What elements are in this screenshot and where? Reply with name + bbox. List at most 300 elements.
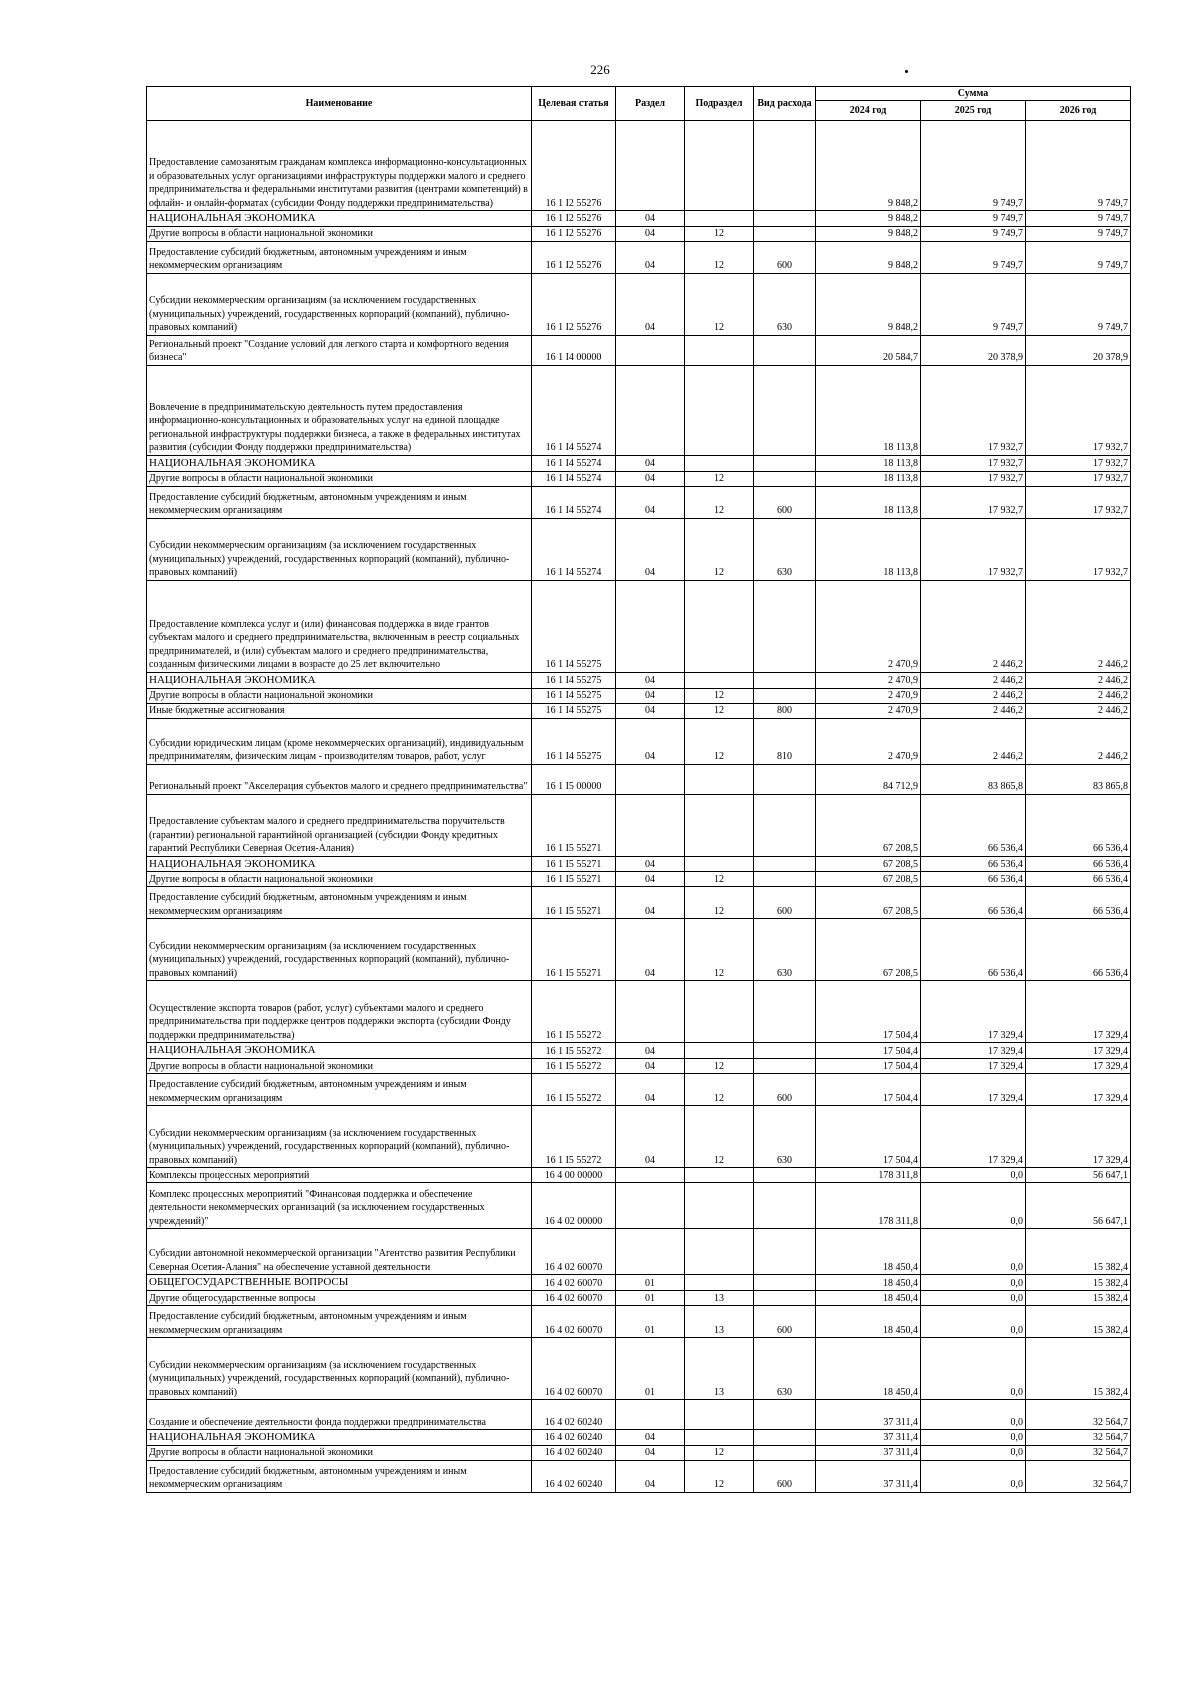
cell-2024: 18 113,8 (816, 455, 921, 471)
cell-expense-type (754, 688, 816, 703)
cell-target: 16 1 I4 55275 (532, 718, 616, 764)
cell-subsection (685, 764, 754, 794)
scan-dot (905, 70, 908, 73)
cell-subsection (685, 1275, 754, 1291)
cell-expense-type: 630 (754, 273, 816, 335)
cell-expense-type (754, 1229, 816, 1275)
cell-2025: 17 932,7 (921, 518, 1026, 580)
cell-section (616, 1183, 685, 1229)
cell-target: 16 1 I5 55272 (532, 1059, 616, 1074)
cell-2025: 0,0 (921, 1338, 1026, 1400)
cell-2026: 15 382,4 (1026, 1229, 1131, 1275)
header-section: Раздел (616, 87, 685, 121)
cell-subsection: 12 (685, 887, 754, 919)
cell-2026: 66 536,4 (1026, 794, 1131, 856)
cell-name: ОБЩЕГОСУДАРСТВЕННЫЕ ВОПРОСЫ (147, 1275, 532, 1291)
cell-subsection (685, 981, 754, 1043)
cell-2025: 0,0 (921, 1445, 1026, 1460)
cell-expense-type: 630 (754, 1106, 816, 1168)
cell-name: Предоставление самозанятым гражданам комплекса информационно-консультационных и образовательных услуг организациями инфраструктуры поддержки малого и среднего предпринимательства и федеральными институтами развития (центрами компетенций) в офлайн- и онлайн-форматах (субсидии Фонду поддержки предпринимательства) (147, 121, 532, 211)
cell-2026: 66 536,4 (1026, 919, 1131, 981)
cell-2026: 17 932,7 (1026, 518, 1131, 580)
cell-section: 04 (616, 486, 685, 518)
cell-2025: 66 536,4 (921, 919, 1026, 981)
page-number: 226 (590, 62, 610, 77)
cell-section: 04 (616, 241, 685, 273)
cell-target: 16 1 I5 00000 (532, 764, 616, 794)
cell-expense-type: 630 (754, 919, 816, 981)
cell-section: 01 (616, 1338, 685, 1400)
table-row (147, 455, 1131, 471)
cell-section: 04 (616, 919, 685, 981)
cell-2024: 178 311,8 (816, 1183, 921, 1229)
cell-name: НАЦИОНАЛЬНАЯ ЭКОНОМИКА (147, 672, 532, 688)
cell-expense-type (754, 335, 816, 365)
cell-subsection: 12 (685, 273, 754, 335)
cell-target: 16 1 I5 55271 (532, 919, 616, 981)
cell-section: 04 (616, 1430, 685, 1446)
cell-2025: 9 749,7 (921, 273, 1026, 335)
table-row (147, 121, 1131, 211)
cell-2026: 66 536,4 (1026, 872, 1131, 887)
cell-2024: 18 450,4 (816, 1338, 921, 1400)
cell-2025: 9 749,7 (921, 121, 1026, 211)
cell-name: Предоставление субсидий бюджетным, автономным учреждениям и иным некоммерческим организациям (147, 887, 532, 919)
cell-target: 16 4 02 60240 (532, 1460, 616, 1492)
cell-expense-type (754, 856, 816, 872)
cell-target: 16 1 I4 00000 (532, 335, 616, 365)
cell-2025: 9 749,7 (921, 241, 1026, 273)
cell-2026: 17 329,4 (1026, 1106, 1131, 1168)
cell-name: Предоставление субсидий бюджетным, автономным учреждениям и иным некоммерческим организациям (147, 1074, 532, 1106)
cell-expense-type (754, 764, 816, 794)
cell-2026: 17 932,7 (1026, 471, 1131, 486)
cell-expense-type (754, 872, 816, 887)
table-header (147, 87, 1131, 121)
cell-name: Другие вопросы в области национальной экономики (147, 1059, 532, 1074)
cell-subsection (685, 211, 754, 227)
cell-expense-type: 630 (754, 1338, 816, 1400)
cell-2024: 178 311,8 (816, 1168, 921, 1183)
table-row (147, 794, 1131, 856)
cell-subsection: 12 (685, 1059, 754, 1074)
cell-section (616, 365, 685, 455)
table-row (147, 1430, 1131, 1446)
cell-subsection (685, 365, 754, 455)
cell-subsection: 12 (685, 718, 754, 764)
cell-2025: 0,0 (921, 1229, 1026, 1275)
cell-target: 16 1 I5 55272 (532, 981, 616, 1043)
cell-expense-type: 800 (754, 703, 816, 718)
cell-2026: 15 382,4 (1026, 1306, 1131, 1338)
cell-2024: 9 848,2 (816, 226, 921, 241)
cell-name: НАЦИОНАЛЬНАЯ ЭКОНОМИКА (147, 455, 532, 471)
table-row (147, 1059, 1131, 1074)
cell-name: Субсидии некоммерческим организациям (за исключением государственных (муниципальных) учреждений, государственных корпораций (компаний), публично-правовых компаний) (147, 518, 532, 580)
cell-2025: 2 446,2 (921, 703, 1026, 718)
cell-subsection: 12 (685, 1106, 754, 1168)
header-2024: 2024 год (816, 101, 921, 121)
cell-2024: 17 504,4 (816, 1074, 921, 1106)
cell-target: 16 1 I4 55274 (532, 365, 616, 455)
cell-section: 04 (616, 1074, 685, 1106)
cell-2026: 17 932,7 (1026, 486, 1131, 518)
table-row (147, 1229, 1131, 1275)
cell-2025: 0,0 (921, 1400, 1026, 1430)
cell-subsection: 13 (685, 1338, 754, 1400)
cell-name: Другие вопросы в области национальной экономики (147, 872, 532, 887)
cell-2024: 67 208,5 (816, 856, 921, 872)
cell-2026: 66 536,4 (1026, 887, 1131, 919)
cell-subsection: 13 (685, 1306, 754, 1338)
cell-target: 16 1 I2 55276 (532, 226, 616, 241)
cell-section: 04 (616, 1445, 685, 1460)
cell-target: 16 4 02 60240 (532, 1430, 616, 1446)
cell-2024: 9 848,2 (816, 273, 921, 335)
cell-2026: 32 564,7 (1026, 1460, 1131, 1492)
table-row (147, 1338, 1131, 1400)
cell-section (616, 981, 685, 1043)
cell-subsection: 12 (685, 241, 754, 273)
cell-subsection (685, 335, 754, 365)
table-body (147, 121, 1131, 1493)
cell-name: Региональный проект "Акселерация субъектов малого и среднего предпринимательства" (147, 764, 532, 794)
cell-target: 16 1 I5 55272 (532, 1106, 616, 1168)
cell-target: 16 1 I5 55272 (532, 1043, 616, 1059)
table-row (147, 1106, 1131, 1168)
cell-2024: 17 504,4 (816, 981, 921, 1043)
cell-target: 16 1 I2 55276 (532, 211, 616, 227)
cell-2024: 37 311,4 (816, 1400, 921, 1430)
cell-2026: 83 865,8 (1026, 764, 1131, 794)
table-row (147, 1400, 1131, 1430)
cell-section: 04 (616, 1106, 685, 1168)
table-row (147, 365, 1131, 455)
cell-2025: 17 329,4 (921, 1106, 1026, 1168)
cell-2024: 84 712,9 (816, 764, 921, 794)
cell-expense-type: 810 (754, 718, 816, 764)
cell-subsection (685, 1183, 754, 1229)
cell-2025: 17 932,7 (921, 365, 1026, 455)
cell-target: 16 1 I4 55275 (532, 688, 616, 703)
cell-target: 16 1 I4 55275 (532, 580, 616, 672)
cell-2024: 2 470,9 (816, 688, 921, 703)
cell-2026: 9 749,7 (1026, 273, 1131, 335)
cell-name: Субсидии некоммерческим организациям (за исключением государственных (муниципальных) учреждений, государственных корпораций (компаний), публично-правовых компаний) (147, 1106, 532, 1168)
cell-2026: 17 932,7 (1026, 365, 1131, 455)
cell-target: 16 1 I5 55272 (532, 1074, 616, 1106)
table-row (147, 703, 1131, 718)
cell-name: Субсидии некоммерческим организациям (за исключением государственных (муниципальных) учреждений, государственных корпораций (компаний), публично-правовых компаний) (147, 919, 532, 981)
cell-2025: 20 378,9 (921, 335, 1026, 365)
table-row (147, 872, 1131, 887)
cell-2025: 2 446,2 (921, 688, 1026, 703)
cell-2024: 20 584,7 (816, 335, 921, 365)
cell-section: 04 (616, 211, 685, 227)
cell-2025: 17 932,7 (921, 471, 1026, 486)
table-row (147, 718, 1131, 764)
cell-target: 16 4 00 00000 (532, 1168, 616, 1183)
header-target: Целевая статья (532, 87, 616, 121)
cell-subsection: 12 (685, 688, 754, 703)
cell-target: 16 4 02 60070 (532, 1275, 616, 1291)
cell-2025: 9 749,7 (921, 211, 1026, 227)
cell-2025: 17 329,4 (921, 1043, 1026, 1059)
cell-expense-type: 600 (754, 1074, 816, 1106)
cell-subsection: 12 (685, 518, 754, 580)
cell-target: 16 4 02 00000 (532, 1183, 616, 1229)
cell-name: Комплексы процессных мероприятий (147, 1168, 532, 1183)
cell-name: Субсидии некоммерческим организациям (за исключением государственных (муниципальных) учреждений, государственных корпораций (компаний), публично-правовых компаний) (147, 273, 532, 335)
cell-2024: 9 848,2 (816, 211, 921, 227)
cell-subsection (685, 672, 754, 688)
cell-subsection (685, 455, 754, 471)
cell-target: 16 1 I2 55276 (532, 241, 616, 273)
cell-2026: 2 446,2 (1026, 718, 1131, 764)
cell-2026: 15 382,4 (1026, 1275, 1131, 1291)
cell-section: 04 (616, 273, 685, 335)
cell-name: Другие вопросы в области национальной экономики (147, 471, 532, 486)
cell-target: 16 4 02 60070 (532, 1338, 616, 1400)
cell-name: Субсидии некоммерческим организациям (за исключением государственных (муниципальных) учреждений, государственных корпораций (компаний), публично-правовых компаний) (147, 1338, 532, 1400)
cell-name: Предоставление комплекса услуг и (или) финансовая поддержка в виде грантов субъектам малого и среднего предпринимательства, включенным в реестр социальных предпринимателей, и (или) субъектам малого и среднего предпринимательства, созданным физическими лицами в возрасте до 25 лет включительно (147, 580, 532, 672)
cell-section (616, 764, 685, 794)
cell-name: НАЦИОНАЛЬНАЯ ЭКОНОМИКА (147, 1430, 532, 1446)
cell-section: 04 (616, 688, 685, 703)
cell-expense-type (754, 1430, 816, 1446)
cell-name: Другие общегосударственные вопросы (147, 1291, 532, 1306)
cell-target: 16 1 I4 55274 (532, 486, 616, 518)
cell-name: Субсидии юридическим лицам (кроме некоммерческих организаций), индивидуальным предпринимателям, физическим лицам - производителям товаров, работ, услуг (147, 718, 532, 764)
cell-2026: 32 564,7 (1026, 1400, 1131, 1430)
cell-name: Иные бюджетные ассигнования (147, 703, 532, 718)
table-row (147, 273, 1131, 335)
cell-subsection (685, 1229, 754, 1275)
cell-expense-type (754, 981, 816, 1043)
budget-table (146, 86, 1131, 1493)
cell-target: 16 1 I5 55271 (532, 794, 616, 856)
cell-subsection: 12 (685, 872, 754, 887)
cell-section (616, 1168, 685, 1183)
cell-name: Предоставление субъектам малого и среднего предпринимательства поручительств (гарантии) региональной гарантийной организацией (субсидии Фонду кредитных гарантий Республики Северная Осетия-Алания) (147, 794, 532, 856)
cell-name: НАЦИОНАЛЬНАЯ ЭКОНОМИКА (147, 211, 532, 227)
cell-section: 04 (616, 1043, 685, 1059)
cell-2026: 2 446,2 (1026, 688, 1131, 703)
cell-2026: 32 564,7 (1026, 1445, 1131, 1460)
table-row (147, 486, 1131, 518)
cell-2025: 17 329,4 (921, 1074, 1026, 1106)
table-row (147, 688, 1131, 703)
cell-2025: 66 536,4 (921, 794, 1026, 856)
cell-expense-type (754, 365, 816, 455)
cell-expense-type (754, 1275, 816, 1291)
cell-name: Региональный проект "Создание условий для легкого старта и комфортного ведения бизнеса" (147, 335, 532, 365)
cell-section: 04 (616, 226, 685, 241)
cell-expense-type (754, 580, 816, 672)
cell-2024: 2 470,9 (816, 580, 921, 672)
cell-expense-type (754, 1183, 816, 1229)
table-row (147, 1074, 1131, 1106)
table-row (147, 1043, 1131, 1059)
cell-subsection (685, 1043, 754, 1059)
table-row (147, 981, 1131, 1043)
cell-section: 01 (616, 1306, 685, 1338)
cell-section (616, 335, 685, 365)
cell-2026: 20 378,9 (1026, 335, 1131, 365)
cell-2026: 17 329,4 (1026, 981, 1131, 1043)
cell-2024: 2 470,9 (816, 718, 921, 764)
cell-subsection: 12 (685, 486, 754, 518)
cell-expense-type: 600 (754, 241, 816, 273)
cell-name: Комплекс процессных мероприятий "Финансовая поддержка и обеспечение деятельности некоммерческих организаций (за исключением государственных учреждений)" (147, 1183, 532, 1229)
cell-2026: 32 564,7 (1026, 1430, 1131, 1446)
cell-2025: 0,0 (921, 1460, 1026, 1492)
cell-2025: 2 446,2 (921, 718, 1026, 764)
cell-subsection (685, 794, 754, 856)
cell-section: 04 (616, 672, 685, 688)
cell-2026: 9 749,7 (1026, 241, 1131, 273)
table-row (147, 241, 1131, 273)
cell-expense-type (754, 455, 816, 471)
cell-2025: 0,0 (921, 1275, 1026, 1291)
cell-2024: 18 450,4 (816, 1291, 921, 1306)
cell-2026: 9 749,7 (1026, 211, 1131, 227)
cell-target: 16 1 I4 55274 (532, 455, 616, 471)
table-row (147, 919, 1131, 981)
cell-2024: 17 504,4 (816, 1106, 921, 1168)
cell-subsection: 12 (685, 471, 754, 486)
cell-name: НАЦИОНАЛЬНАЯ ЭКОНОМИКА (147, 1043, 532, 1059)
cell-target: 16 4 02 60240 (532, 1445, 616, 1460)
header-expense-type: Вид расхода (754, 87, 816, 121)
cell-2025: 0,0 (921, 1291, 1026, 1306)
cell-2026: 2 446,2 (1026, 672, 1131, 688)
cell-subsection: 12 (685, 1074, 754, 1106)
cell-2024: 37 311,4 (816, 1430, 921, 1446)
cell-2025: 66 536,4 (921, 856, 1026, 872)
cell-expense-type: 600 (754, 486, 816, 518)
cell-expense-type (754, 1445, 816, 1460)
cell-name: Создание и обеспечение деятельности фонда поддержки предпринимательства (147, 1400, 532, 1430)
cell-subsection (685, 856, 754, 872)
cell-2025: 9 749,7 (921, 226, 1026, 241)
table-row (147, 887, 1131, 919)
cell-subsection (685, 580, 754, 672)
cell-target: 16 4 02 60070 (532, 1229, 616, 1275)
cell-2025: 0,0 (921, 1183, 1026, 1229)
cell-name: Предоставление субсидий бюджетным, автономным учреждениям и иным некоммерческим организациям (147, 1306, 532, 1338)
cell-2026: 2 446,2 (1026, 703, 1131, 718)
cell-expense-type (754, 226, 816, 241)
header-2026: 2026 год (1026, 101, 1131, 121)
table-row (147, 1291, 1131, 1306)
cell-2024: 18 113,8 (816, 518, 921, 580)
cell-2025: 0,0 (921, 1168, 1026, 1183)
cell-subsection: 12 (685, 919, 754, 981)
cell-section: 04 (616, 872, 685, 887)
table-row (147, 1183, 1131, 1229)
cell-2026: 9 749,7 (1026, 226, 1131, 241)
table-row (147, 672, 1131, 688)
cell-expense-type (754, 1400, 816, 1430)
cell-section: 04 (616, 718, 685, 764)
cell-name: Вовлечение в предпринимательскую деятельность путем предоставления информационно-консультационных и образовательных услуг на единой площадке региональной инфраструктуры поддержки бизнеса, а также в федеральных институтах развития (субсидии Фонду поддержки предпринимательства) (147, 365, 532, 455)
cell-2024: 67 208,5 (816, 794, 921, 856)
cell-target: 16 1 I2 55276 (532, 273, 616, 335)
cell-subsection (685, 1400, 754, 1430)
cell-expense-type (754, 672, 816, 688)
cell-2025: 17 932,7 (921, 486, 1026, 518)
table-row (147, 1445, 1131, 1460)
cell-target: 16 1 I5 55271 (532, 887, 616, 919)
header-2025: 2025 год (921, 101, 1026, 121)
cell-2024: 2 470,9 (816, 672, 921, 688)
cell-2025: 66 536,4 (921, 887, 1026, 919)
cell-2025: 17 932,7 (921, 455, 1026, 471)
table-row (147, 1460, 1131, 1492)
cell-expense-type: 600 (754, 1460, 816, 1492)
cell-section: 01 (616, 1275, 685, 1291)
cell-2024: 9 848,2 (816, 241, 921, 273)
cell-target: 16 1 I2 55276 (532, 121, 616, 211)
cell-2025: 17 329,4 (921, 1059, 1026, 1074)
cell-2026: 15 382,4 (1026, 1338, 1131, 1400)
cell-subsection: 12 (685, 226, 754, 241)
cell-section: 04 (616, 455, 685, 471)
cell-2025: 66 536,4 (921, 872, 1026, 887)
cell-target: 16 1 I4 55274 (532, 471, 616, 486)
cell-2026: 15 382,4 (1026, 1291, 1131, 1306)
cell-name: Другие вопросы в области национальной экономики (147, 1445, 532, 1460)
table-row (147, 226, 1131, 241)
cell-2024: 18 450,4 (816, 1275, 921, 1291)
cell-section (616, 794, 685, 856)
table-row (147, 518, 1131, 580)
cell-subsection (685, 1168, 754, 1183)
cell-subsection (685, 121, 754, 211)
cell-section (616, 1229, 685, 1275)
cell-2024: 2 470,9 (816, 703, 921, 718)
cell-expense-type (754, 1291, 816, 1306)
cell-2026: 17 329,4 (1026, 1059, 1131, 1074)
cell-2026: 66 536,4 (1026, 856, 1131, 872)
cell-name: Предоставление субсидий бюджетным, автономным учреждениям и иным некоммерческим организациям (147, 1460, 532, 1492)
cell-expense-type (754, 471, 816, 486)
cell-expense-type (754, 1043, 816, 1059)
cell-2024: 9 848,2 (816, 121, 921, 211)
cell-name: Субсидии автономной некоммерческой организации "Агентство развития Республики Северная Осетия-Алания" на обеспечение уставной деятельности (147, 1229, 532, 1275)
cell-expense-type (754, 211, 816, 227)
table-row (147, 764, 1131, 794)
cell-2024: 17 504,4 (816, 1043, 921, 1059)
cell-name: Предоставление субсидий бюджетным, автономным учреждениям и иным некоммерческим организациям (147, 241, 532, 273)
table-row (147, 1275, 1131, 1291)
cell-name: Осуществление экспорта товаров (работ, услуг) субъектами малого и среднего предпринимательства при поддержке центров поддержки экспорта (субсидии Фонду поддержки предпринимательства) (147, 981, 532, 1043)
cell-2024: 67 208,5 (816, 919, 921, 981)
cell-2025: 2 446,2 (921, 672, 1026, 688)
cell-2024: 67 208,5 (816, 887, 921, 919)
cell-name: Другие вопросы в области национальной экономики (147, 688, 532, 703)
cell-2025: 0,0 (921, 1306, 1026, 1338)
cell-section (616, 121, 685, 211)
cell-section: 04 (616, 856, 685, 872)
cell-name: Предоставление субсидий бюджетным, автономным учреждениям и иным некоммерческим организациям (147, 486, 532, 518)
cell-2026: 17 932,7 (1026, 455, 1131, 471)
cell-subsection (685, 1430, 754, 1446)
table-row (147, 580, 1131, 672)
cell-section: 01 (616, 1291, 685, 1306)
cell-name: НАЦИОНАЛЬНАЯ ЭКОНОМИКА (147, 856, 532, 872)
